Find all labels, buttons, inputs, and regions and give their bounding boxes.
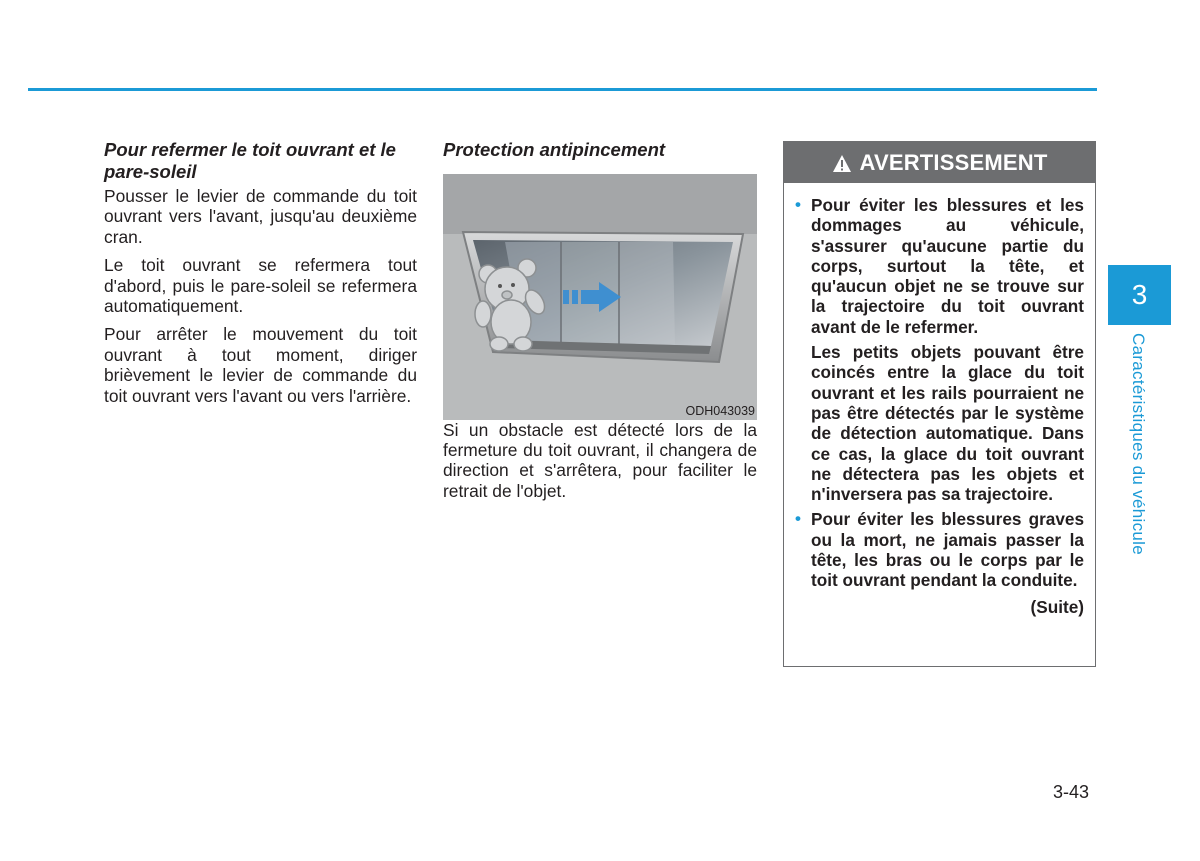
sunroof-figure [443, 174, 757, 420]
bullet-icon: • [795, 195, 801, 214]
page-number: 3-43 [1053, 782, 1090, 802]
warning-text: Pour éviter les blessures graves ou la mort, ne jamais passer la tête, les bras ou le corps par le toit ouvrant pendant la conduite. [811, 509, 1084, 591]
warning-body [784, 183, 1095, 617]
chapter-tab [1108, 265, 1171, 325]
warning-text: Pour éviter les blessures et les dommages au véhicule, s'assurer qu'aucune partie du corps, surtout la tête, et qu'aucun objet ne se trouve sur la trajectoire du toit ouvrant avant de le refermer. [811, 195, 1084, 337]
warning-item [795, 195, 1084, 504]
bullet-icon: • [795, 509, 801, 529]
section-title: Pour refermer le toit ouvrant et le pare-soleil [104, 139, 396, 182]
warning-header [784, 142, 1095, 183]
paragraph: Le toit ouvrant se refermera tout d'abord, puis le pare-soleil se refermera automatiquement. [104, 255, 417, 317]
warning-item [795, 509, 1084, 590]
left-column [104, 139, 417, 414]
section-title: Protection antipincement [443, 139, 666, 160]
paragraph: Pour arrêter le mouvement du toit ouvrant à tout moment, diriger brièvement le levier de commande du toit ouvrant vers l'avant ou vers l'arrière. [104, 324, 417, 406]
header-rule [28, 88, 1097, 91]
warning-triangle-icon [832, 153, 852, 172]
warning-text: Les petits objets pouvant être coincés entre la glace du toit ouvrant et les rails pourraient ne pas être détectés par le système de détection automatique. Dans ce cas, la glace du toit ouvrant ne détectera pas les objets et n'inversera pas sa trajectoire. [811, 342, 1084, 505]
chapter-number: 3 [1131, 279, 1148, 310]
warning-title: AVERTISSEMENT [859, 149, 1048, 175]
paragraph: Pousser le levier de commande du toit ouvrant vers l'avant, jusqu'au deuxième cran. [104, 186, 417, 247]
middle-column [443, 139, 757, 509]
teddy-bear-sunroof-illustration [443, 174, 757, 420]
figure-caption: Si un obstacle est détecté lors de la fermeture du toit ouvrant, il changera de direction et s'arrêtera, pour faciliter le retrait de l'objet. [443, 419, 757, 501]
figure-code: ODH043039 [685, 403, 755, 418]
chapter-title: Caractéristiques du véhicule [1129, 333, 1148, 555]
warning-box [783, 141, 1096, 667]
continued-label: (Suite) [1030, 596, 1084, 617]
